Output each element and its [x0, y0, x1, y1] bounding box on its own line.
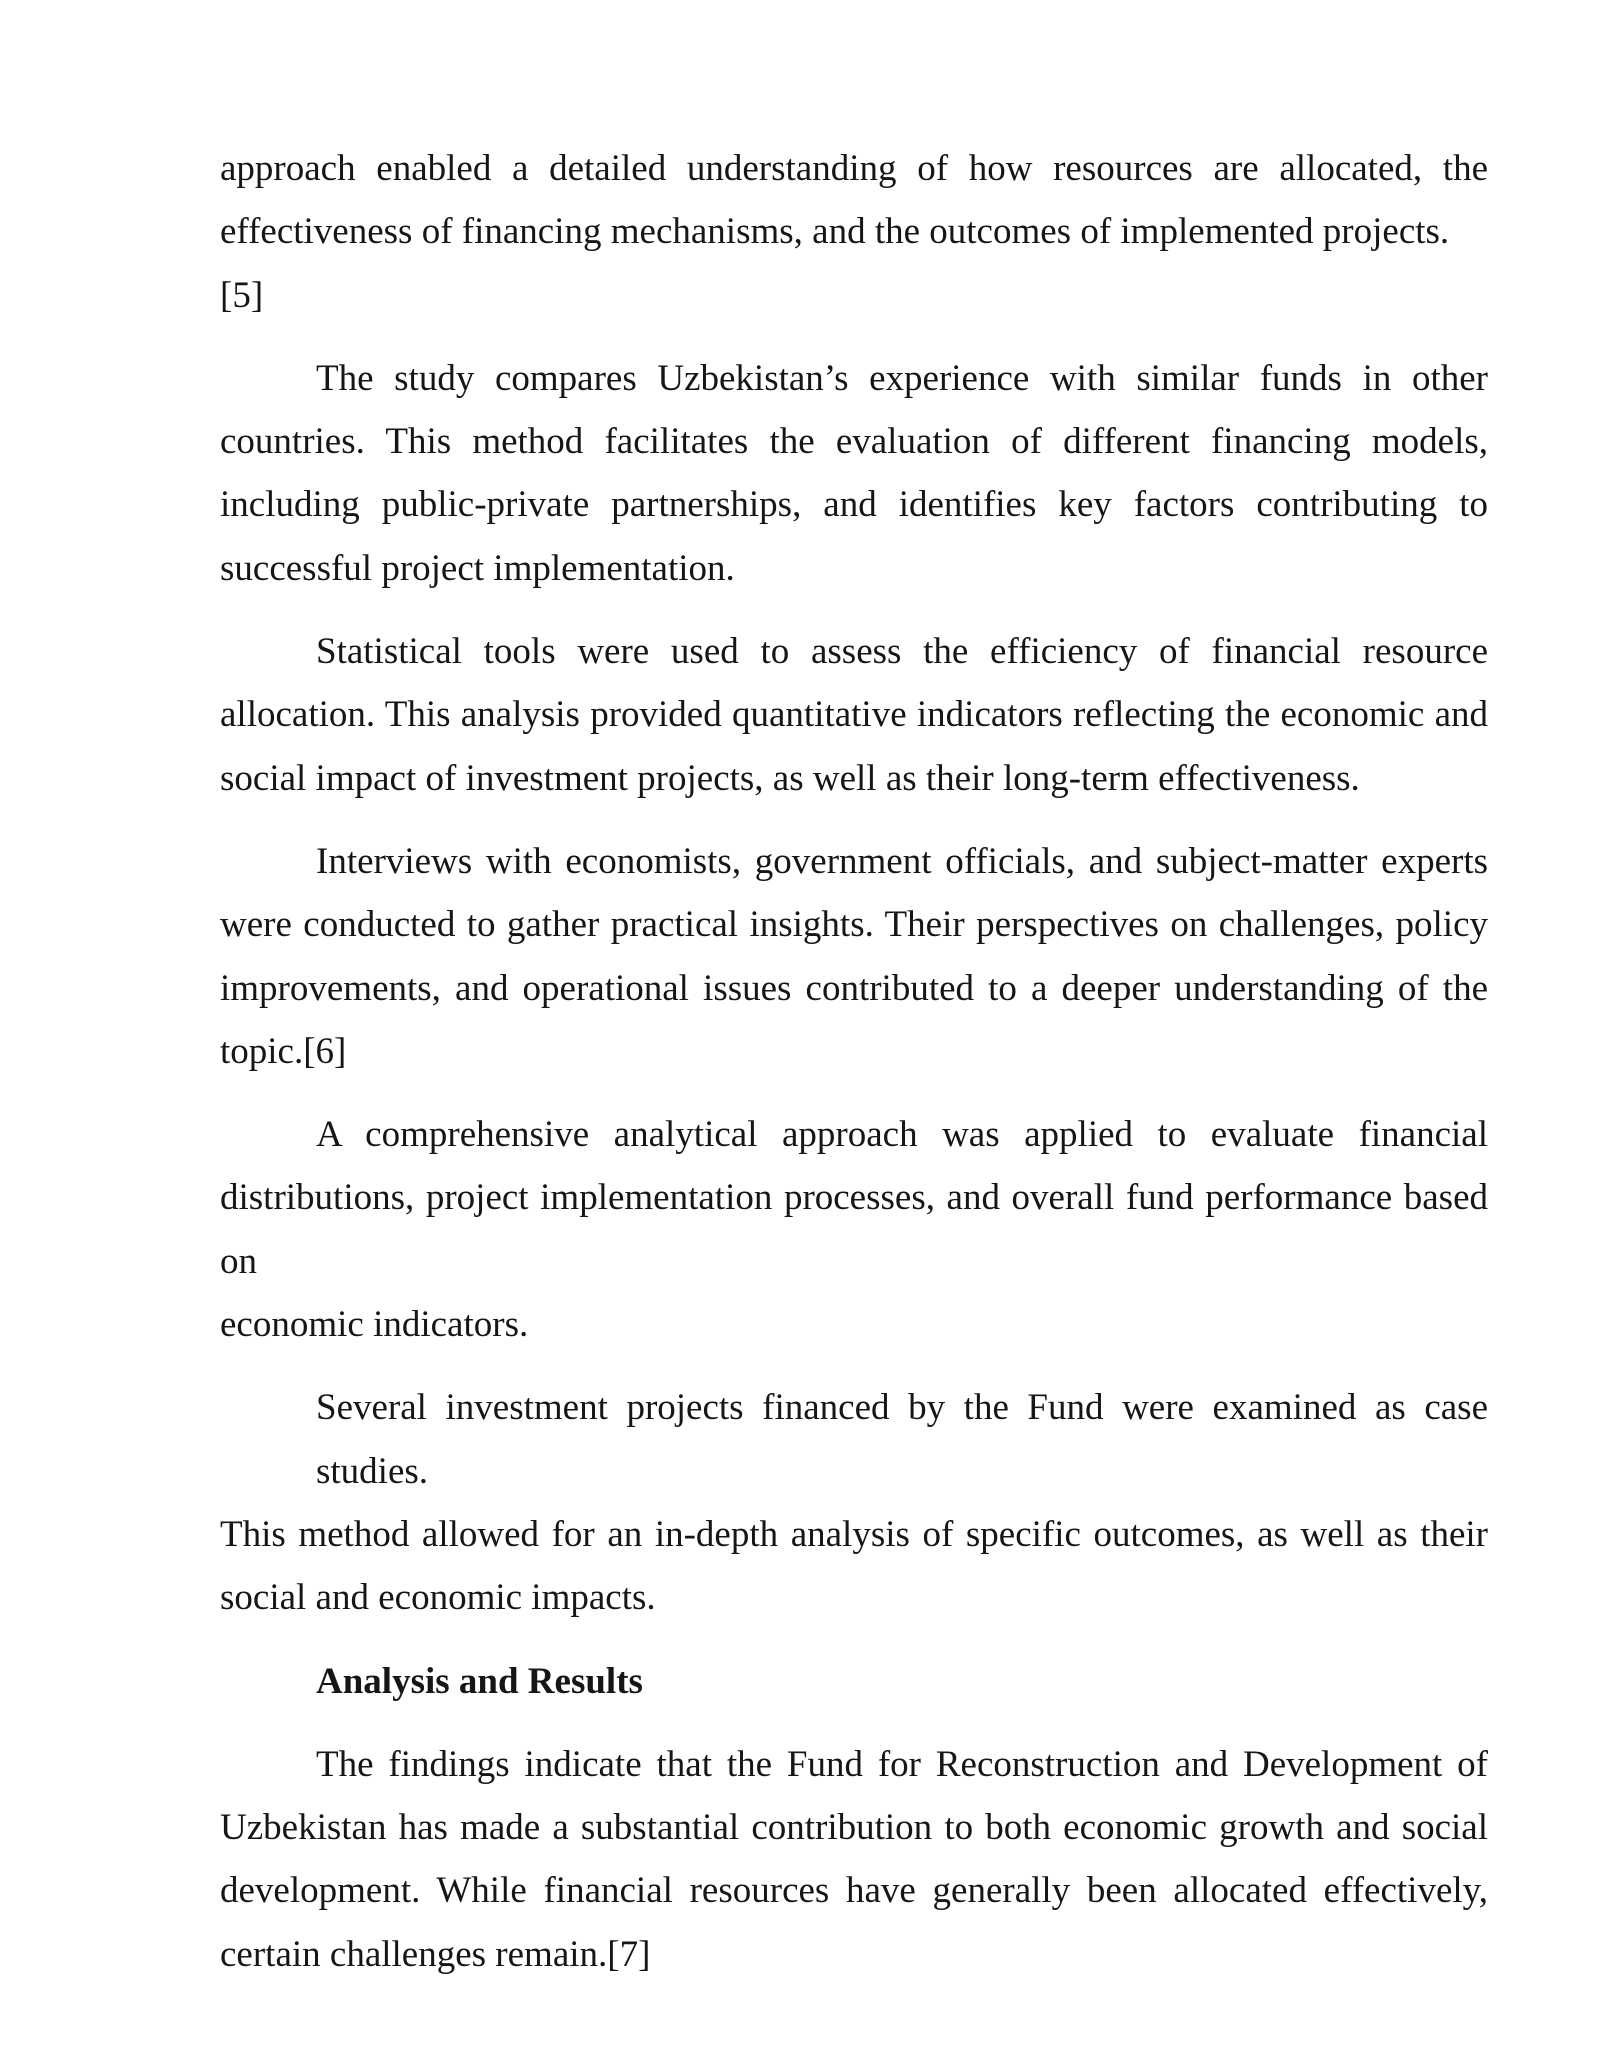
text-line: topic.[6] — [220, 1030, 347, 1072]
text-line: improvements, and operational issues contributed to a deeper understanding of the — [220, 967, 1488, 1009]
text-line: social and economic impacts. — [220, 1577, 656, 1619]
paragraph — [220, 1376, 1488, 1629]
document-body — [220, 137, 1488, 2006]
paragraph — [220, 830, 1488, 1083]
text-line: social impact of investment projects, as well as their long-term effectiveness. — [220, 757, 1360, 799]
text-line: approach enabled a detailed understanding of how resources are allocated, the — [220, 148, 1488, 189]
paragraph — [220, 1103, 1488, 1356]
text-line: A comprehensive analytical approach was applied to evaluate financial — [316, 1114, 1488, 1156]
text-line: allocation. This analysis provided quantitative indicators reflecting the economic and — [220, 694, 1488, 736]
text-line: Interviews with economists, government officials, and subject-matter experts — [316, 840, 1488, 882]
text-line: Several investment projects financed by the Fund were examined as case studies. — [316, 1387, 1488, 1492]
text-line: distributions, project implementation processes, and overall fund performance based on — [220, 1177, 1488, 1282]
text-line: development. While financial resources have generally been allocated effectively, — [220, 1870, 1488, 1912]
text-line: were conducted to gather practical insights. Their perspectives on challenges, policy — [220, 904, 1488, 946]
text-line: certain challenges remain.[7] — [220, 1933, 651, 1975]
text-line: Statistical tools were used to assess the efficiency of financial resource — [316, 631, 1488, 673]
text-line: This method allowed for an in-depth analysis of specific outcomes, as well as their — [220, 1513, 1488, 1555]
text-line: Analysis and Results — [316, 1660, 643, 1702]
paragraph — [220, 347, 1488, 600]
paragraph — [220, 620, 1488, 810]
text-line: successful project implementation. — [220, 547, 735, 589]
text-line: economic indicators. — [220, 1304, 529, 1346]
text-line: including public-private partnerships, and identifies key factors contributing to — [220, 484, 1488, 526]
section-heading — [220, 1650, 1488, 1713]
paragraph — [220, 137, 1488, 327]
text-line: The findings indicate that the Fund for Reconstruction and Development of — [316, 1743, 1488, 1785]
text-line: countries. This method facilitates the evaluation of different financing models, — [220, 421, 1488, 463]
text-line: Uzbekistan has made a substantial contribution to both economic growth and social — [220, 1807, 1488, 1849]
text-line: The study compares Uzbekistan’s experience with similar funds in other — [316, 357, 1488, 399]
text-line: effectiveness of financing mechanisms, and the outcomes of implemented projects.[5] — [220, 211, 1450, 316]
paragraph — [220, 1733, 1488, 1986]
